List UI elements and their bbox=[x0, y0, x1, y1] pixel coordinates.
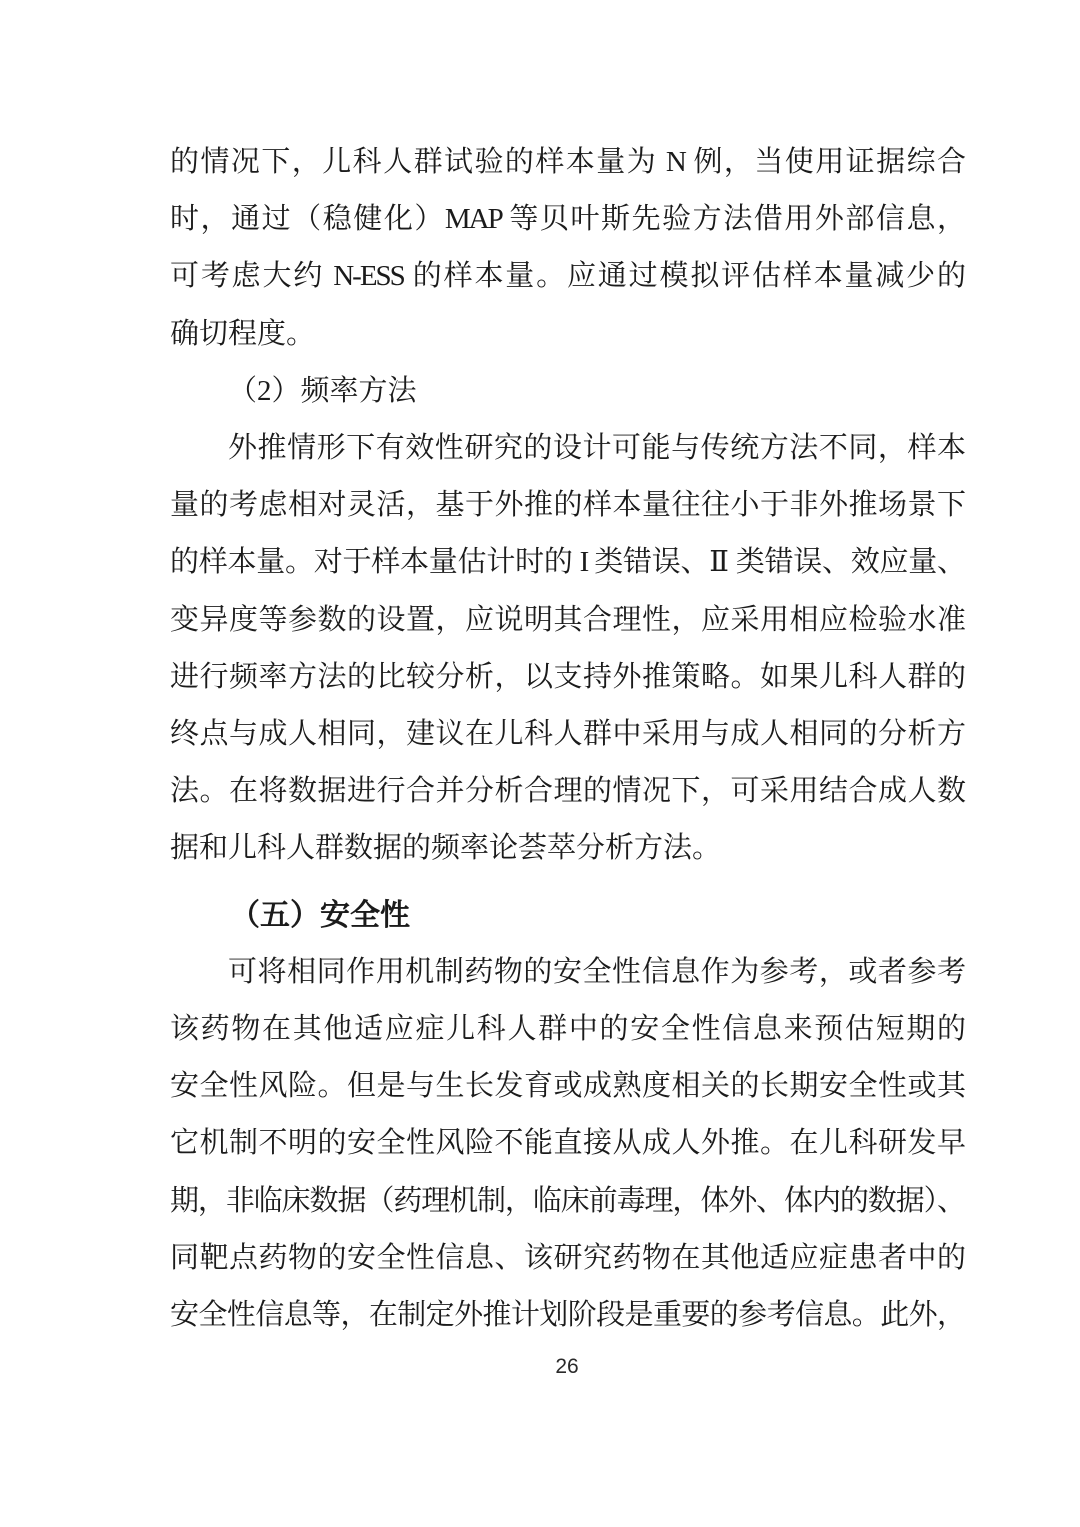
body-line: 安全性风险。但是与生长发育或成熟度相关的长期安全性或其 bbox=[170, 1070, 964, 1103]
body-line: 的情况下，儿科人群试验的样本量为 N 例，当使用证据综合 bbox=[170, 146, 964, 178]
body-line: 安全性信息等，在制定外推计划阶段是重要的参考信息。此外， bbox=[170, 1299, 964, 1332]
body-line: 进行频率方法的比较分析，以支持外推策略。如果儿科人群的 bbox=[170, 660, 964, 693]
body-line: 确切程度。 bbox=[170, 317, 316, 350]
body-line: 时，通过（稳健化）MAP 等贝叶斯先验方法借用外部信息， bbox=[170, 203, 964, 236]
body-line: 可将相同作用机制药物的安全性信息作为参考，或者参考 bbox=[228, 955, 964, 988]
body-line: 可考虑大约 N-ESS 的样本量。应通过模拟评估样本量减少的 bbox=[170, 260, 964, 293]
body-line: 变异度等参数的设置，应说明其合理性，应采用相应检验水准 bbox=[170, 603, 964, 636]
body-line: 该药物在其他适应症儿科人群中的安全性信息来预估短期的 bbox=[170, 1013, 964, 1046]
heading-frequency-method: （2）频率方法 bbox=[228, 374, 417, 407]
body-line: 法。在将数据进行合并分析合理的情况下，可采用结合成人数 bbox=[170, 775, 964, 808]
heading-safety: （五）安全性 bbox=[230, 898, 410, 932]
page-number: 26 bbox=[555, 1355, 579, 1378]
body-line: 的样本量。对于样本量估计时的 I 类错误、Ⅱ 类错误、效应量、 bbox=[170, 546, 964, 579]
body-line: 它机制不明的安全性风险不能直接从成人外推。在儿科研发早 bbox=[170, 1127, 964, 1160]
body-line: 终点与成人相同，建议在儿科人群中采用与成人相同的分析方 bbox=[170, 718, 964, 751]
body-line: 同靶点药物的安全性信息、该研究药物在其他适应症患者中的 bbox=[170, 1241, 964, 1274]
body-line: 量的考虑相对灵活，基于外推的样本量往往小于非外推场景下 bbox=[170, 489, 964, 522]
text-block bbox=[170, 134, 964, 1344]
body-line: 据和儿科人群数据的频率论荟萃分析方法。 bbox=[170, 832, 722, 865]
body-line: 期，非临床数据（药理机制，临床前毒理，体外、体内的数据）、 bbox=[170, 1184, 964, 1217]
body-line: 外推情形下有效性研究的设计可能与传统方法不同，样本 bbox=[228, 432, 964, 465]
